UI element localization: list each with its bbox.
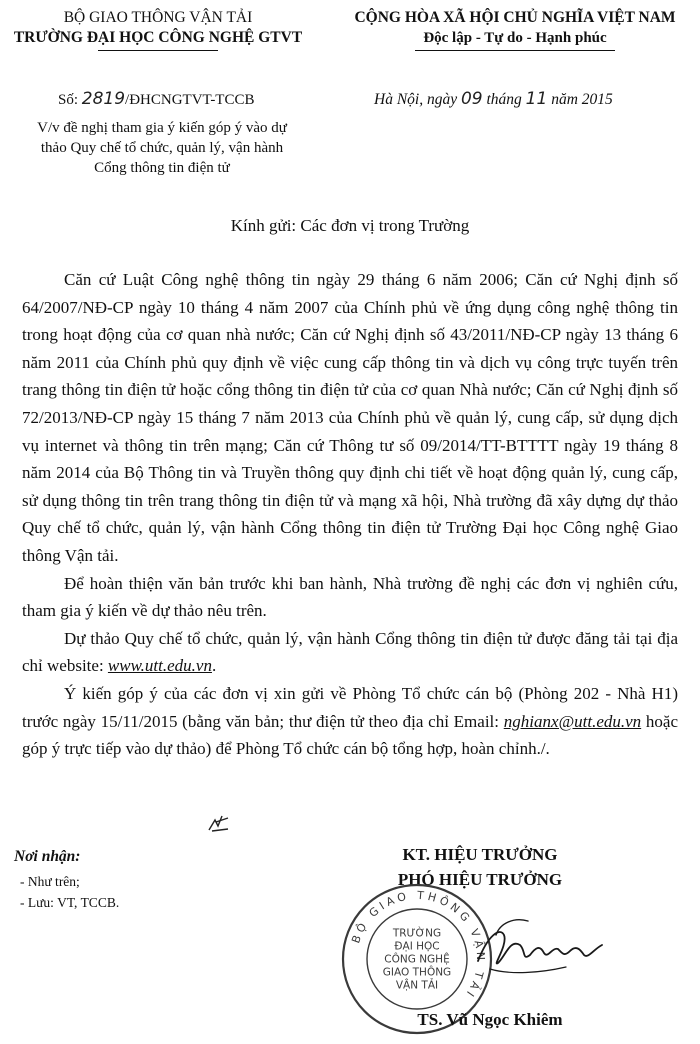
subject-line	[12, 118, 312, 178]
ministry-name: BỘ GIAO THÔNG VẬN TẢI	[63, 9, 253, 26]
recipients-title: Nơi nhận:	[14, 848, 81, 865]
p3-end: .	[211, 656, 217, 676]
signer-name: TS. Vũ Ngọc Khiêm	[417, 1010, 563, 1029]
body-paragraph-1: Căn cứ Luật Công nghệ thông tin ngày 29 tháng 6 năm 2006; Căn cứ Nghị định số 64/2007/NĐ-CP ngày 10 tháng 4 năm 2007 của Chính phủ về ứng dụng công nghệ thông tin trong hoạt động của cơ quan nhà nước; Căn cứ Nghị định số 43/2011/NĐ-CP ngày 13 tháng 6 năm 2011 của Chính phủ quy định về việc cung cấp thông tin và dịch vụ công trực tuyến trên trang thông tin điện tử hoặc cổng thông tin điện tử của cơ quan Nhà nước; Căn cứ Nghị định số 72/2013/NĐ-CP ngày 15 tháng 7 năm 2013 của Chính phủ về quản lý, cung cấp, sử dụng dịch vụ internet và thông tin trên mạng; Căn cứ Thông tư số 09/2014/TT-BTTTT ngày 19 tháng 8 năm 2014 của Bộ Thông tin và Truyền thông quy định chi tiết về hoạt động quản lý, cung cấp, sử dụng thông tin trên trang thông tin điện tử và mạng xã hội, Nhà trường đã xây dựng dự thảo Quy chế tổ chức, quản lý, vận hành Cổng thông tin điện tử Trường Đại học Công nghệ Giao thông Vận tải.	[22, 270, 678, 565]
svg-text:BỘ GIAO THÔNG VẬN TẢI: BỘ GIAO THÔNG VẬN TẢI	[349, 888, 488, 1002]
doc-number-prefix: Số:	[58, 92, 82, 108]
handwritten-signature	[470, 905, 610, 985]
doc-number-handwritten: 2819	[81, 89, 126, 109]
signature-title-line-1: KT. HIỆU TRƯỞNG	[402, 845, 558, 864]
header-right-divider	[415, 50, 615, 51]
issuer-header	[8, 8, 308, 51]
body-paragraph-3	[22, 625, 678, 680]
body-paragraph-2: Để hoàn thiện văn bản trước khi ban hành, Nhà trường đề nghị các đơn vị nghiên cứu, tham gia ý kiến về dự thảo nêu trên.	[22, 573, 678, 621]
svg-text:ĐẠI HỌC: ĐẠI HỌC	[394, 940, 440, 953]
body-paragraph-4	[22, 680, 678, 763]
subject-line-3: Cổng thông tin điện tử	[94, 160, 230, 176]
recipients-list	[20, 871, 119, 913]
greeting: Kính gửi: Các đơn vị trong Trường	[230, 216, 470, 235]
svg-text:TRƯỜNG: TRƯỜNG	[392, 927, 442, 940]
month-label: tháng	[482, 91, 526, 108]
p4-text: Ý kiến góp ý của các đơn vị xin gửi về Phòng Tổ chức cán bộ (Phòng 202 - Nhà H1) trước ngày 15/11/2015 (bằng văn bản; thư điện tử theo địa chỉ Email:	[22, 683, 678, 731]
national-motto: Độc lập - Tự do - Hạnh phúc	[423, 30, 607, 46]
place-label: Hà Nội, ngày	[374, 91, 461, 108]
national-header	[330, 8, 700, 51]
university-name: TRƯỜNG ĐẠI HỌC CÔNG NGHỆ GTVT	[13, 29, 303, 46]
signature-title-line-2: PHÓ HIỆU TRƯỞNG	[397, 870, 563, 889]
place-date	[374, 89, 613, 109]
national-title: CỘNG HÒA XÃ HỘI CHỦ NGHĨA VIỆT NAM	[354, 9, 676, 26]
p3-text: Dự thảo Quy chế tổ chức, quản lý, vận hành Cổng thông tin điện tử được đăng tải tại địa chỉ website:	[22, 628, 678, 676]
svg-text:VẬN TẢI: VẬN TẢI	[395, 979, 439, 992]
svg-text:GIAO THÔNG: GIAO THÔNG	[382, 966, 452, 979]
header-left-divider	[98, 50, 218, 51]
recipient-item: - Lưu: VT, TCCB.	[20, 895, 120, 910]
year-label: năm 2015	[547, 91, 613, 108]
document-number	[58, 89, 255, 109]
letter-body	[22, 266, 678, 763]
handwritten-initials	[206, 812, 232, 834]
svg-text:CÔNG NGHỆ: CÔNG NGHỆ	[384, 953, 450, 966]
date-month: 11	[525, 89, 548, 109]
website-link[interactable]: www.utt.edu.vn	[107, 656, 212, 676]
doc-number-suffix: /ĐHCNGTVT-TCCB	[125, 92, 255, 108]
subject-line-1: V/v đề nghị tham gia ý kiến góp ý vào dự	[37, 120, 287, 136]
subject-line-2: thảo Quy chế tổ chức, quản lý, vận hành	[40, 140, 284, 156]
date-day: 09	[460, 89, 483, 109]
p4-end: hoặc góp ý trực tiếp vào dự thảo) để Phòng Tổ chức cán bộ tổng hợp, hoàn chỉnh./.	[22, 711, 678, 759]
email-link[interactable]: nghianx@utt.edu.vn	[503, 711, 642, 731]
recipient-item: - Như trên;	[20, 874, 80, 889]
